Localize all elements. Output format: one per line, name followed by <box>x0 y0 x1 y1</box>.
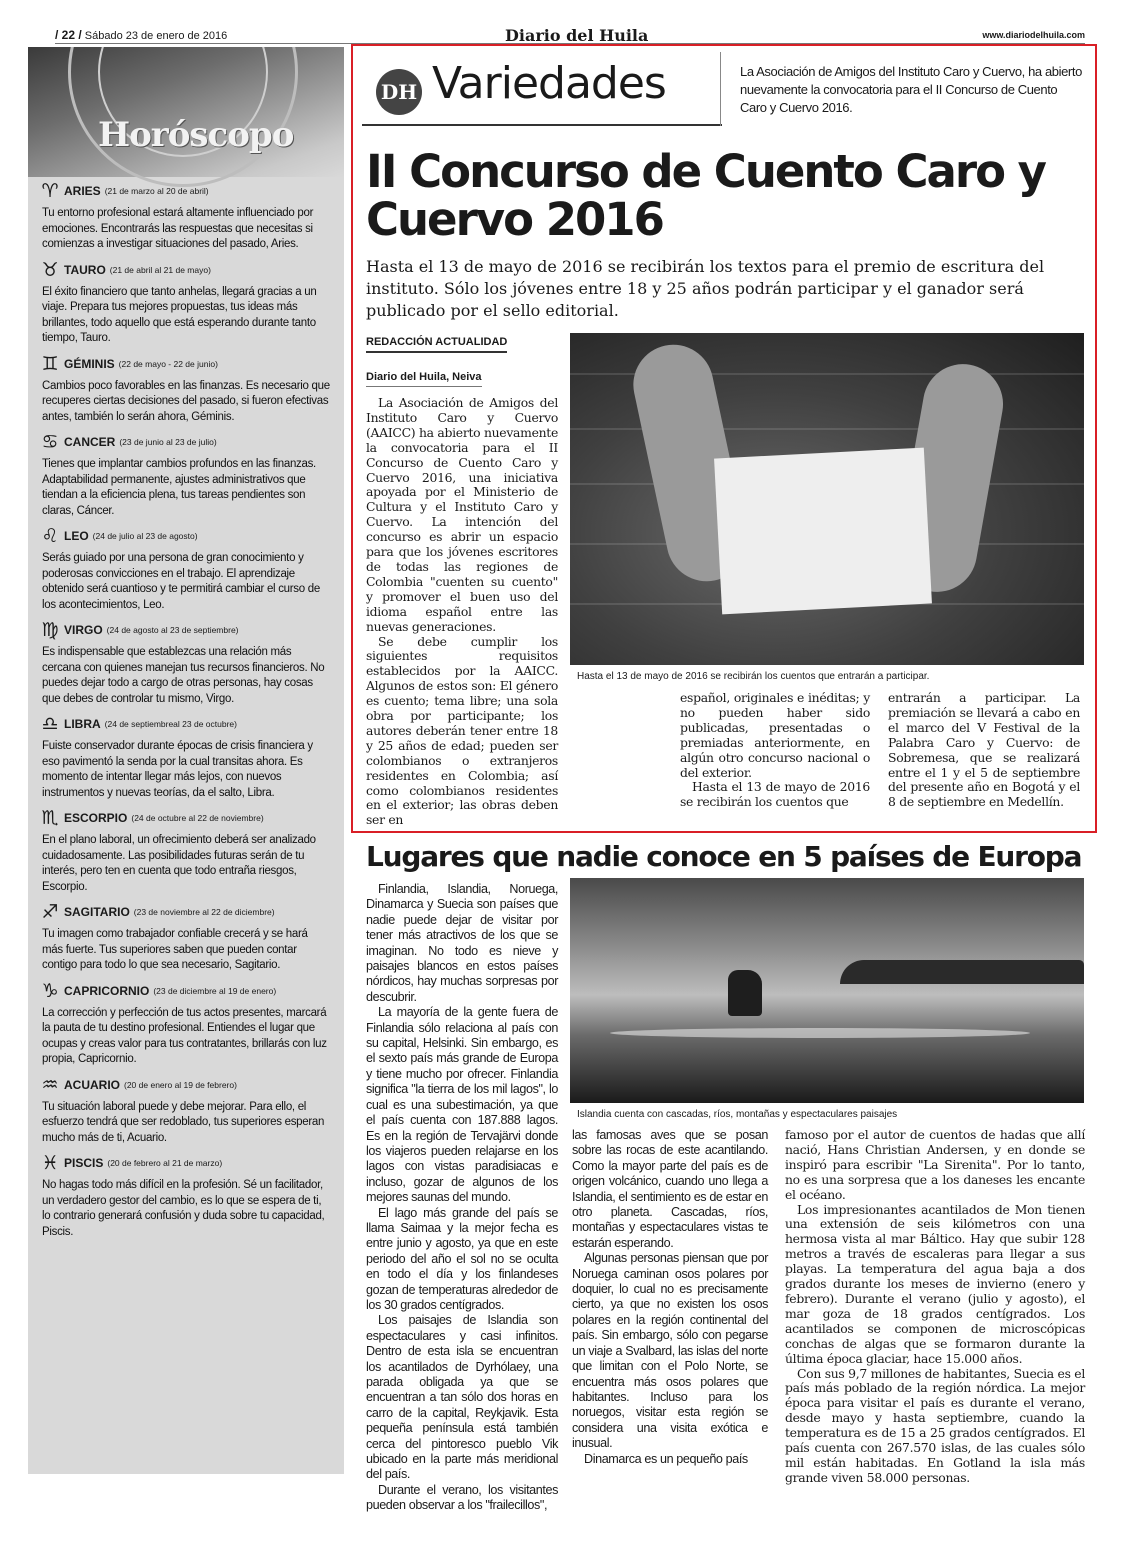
sign-dates: (23 de noviembre al 22 de diciembre) <box>133 907 275 917</box>
sign-name: ARIES <box>64 184 101 198</box>
paragraph: El lago más grande del país se llama Saimaa y la mejor fecha es entre junio y agosto, ya que en este periodo del año el sol no se oculta en todo el día y los finlandeses gozan de temperaturas alrededor de los 30 grados centígrados. <box>366 1205 558 1312</box>
page-date: Sábado 23 de enero de 2016 <box>84 30 228 42</box>
sign-dates: (21 de abril al 21 de mayo) <box>109 264 211 275</box>
sign-text: Es indispensable que establezcas una relación más cercana con quienes manejan tus recursos financieros. No puedes dejar todo a cargo de otras personas, hay cosas que debes de controlar tu mismo, Virgo. <box>42 646 325 705</box>
paragraph: La mayoría de la gente fuera de Finlandia sólo relaciona al país con su capital, Helsinki. Sin embargo, es el sexto país más grande de Europa y tiene mucho por ofrecer. Finlandia significa "la tierra de los mil lagos", lo cual es una subestimación, ya que el país cuenta con 187.888 lagos. Es en la región de Tervajärvi donde los viajeros pueden relajarse en los lagos con vistas paradisiacas e incluso, gozar de algunos de los mejores saunas del mundo. <box>366 1005 558 1205</box>
article1-byline: REDACCIÓN ACTUALIDAD <box>366 336 507 353</box>
zodiac-virgo-icon: ♍ <box>41 619 59 641</box>
zodiac-sagitario-icon: ♐ <box>41 901 59 923</box>
article1-photo <box>570 333 1084 665</box>
page-header <box>55 26 1085 44</box>
sign-header <box>36 807 336 829</box>
zodiac-escorpio-icon: ♏ <box>41 807 59 829</box>
sign-name: LIBRA <box>64 717 101 731</box>
sign-header <box>36 1152 336 1174</box>
article1-column-3 <box>888 691 1080 810</box>
sign-header <box>36 353 336 375</box>
paragraph: entrarán a participar. La premiación se llevará a cabo en el marco del V Festival de la Palabra Caro y Cuervo: de Sobremesa, que se realizará entre el 1 y el 5 de septiembre del presente año en Bogotá y el 8 de septiembre en Medellín. <box>888 690 1080 810</box>
paragraph: Hasta el 13 de mayo de 2016 se recibirán los cuentos que <box>680 779 870 810</box>
sign-header <box>36 619 336 641</box>
sign-text: En el plano laboral, un ofrecimiento deberá ser analizado cuidadosamente. Las posibilidades futuras serán de tu interés, pero ten en cuenta que todo entraña riesgos, Escorpio. <box>42 834 316 893</box>
paragraph: La Asociación de Amigos del Instituto Caro y Cuervo (AAICC) ha abierto nuevamente la convocatoria para el II Concurso de Cuento Caro y Cuervo 2016, una iniciativa apoyada por el Ministerio de Cultura y el Instituto Caro y Cuervo. La intención del concurso es abrir un espacio para que los jóvenes escritores de todas las regiones de Colombia "cuenten su cuento" y promover el buen uso del idioma español entre las nuevas generaciones. <box>366 395 558 634</box>
article2-headline: Lugares que nadie conoce en 5 países de Europa <box>366 840 1082 873</box>
sign-header <box>36 901 336 923</box>
section-divider <box>720 52 721 126</box>
article1-column-1 <box>366 396 558 828</box>
zodiac-leo-icon: ♌ <box>41 525 59 547</box>
sign-text: Serás guiado por una persona de gran conocimiento y poderosas convicciones en el trabajo. El aprendizaje obtenido será cuantioso y te permitirá cambiar el curso de los acontecimientos, Leo. <box>42 552 320 611</box>
horoscope-title: Horóscopo <box>98 115 294 155</box>
sign-name: GÉMINIS <box>64 356 115 371</box>
zodiac-acuario-icon: ♒ <box>41 1073 59 1096</box>
sign-text: La corrección y perfección de tus actos presentes, marcará la pauta de tu destino profesional. Entiendes el lugar que ocupas y creas valor para tus contratantes, brillarás con luz propia, Capricornio. <box>42 1006 327 1065</box>
zodiac-capricornio-icon: ♑ <box>41 979 59 1002</box>
sign-dates: (24 de octubre al 22 de noviembre) <box>131 813 264 823</box>
sign-header <box>36 259 336 281</box>
sign-text: Tu situación laboral puede y debe mejorar. Para ello, el esfuerzo tendrá que ser redoblado, tus superiores esperan mucho más de ti, Acuario. <box>42 1100 325 1144</box>
section-underline <box>362 124 722 126</box>
horoscope-list <box>36 180 336 1246</box>
paragraph: las famosas aves que se posan sobre las rocas de este acantilando. Como la mayor parte del país es de origen volcánico, cuando uno llega a Islandia, el sentimiento es de estar en otro planeta. Cascadas, ríos, montañas y espectaculares vistas te estarán esperando. <box>572 1128 768 1250</box>
sign-text: El éxito financiero que tanto anhelas, llegará gracias a un viaje. Prepara tus mejores propuestas, tus ideas más brillantes, todo aquello que está esperando durante tanto tiempo, Tauro. <box>42 285 317 344</box>
sign-name: PISCIS <box>64 1156 104 1170</box>
sign-name: ESCORPIO <box>64 811 128 825</box>
article2-column-1 <box>366 882 558 1514</box>
article2-photo-caption: Islandia cuenta con cascadas, ríos, montañas y espectaculares paisajes <box>577 1109 898 1120</box>
article1-subhead: Hasta el 13 de mayo de 2016 se recibirán los textos para el premio de escritura del instituto. Sólo los jóvenes entre 18 y 25 años podrán participar y el ganador será publicado por el sello editorial. <box>366 257 1045 320</box>
zodiac-cancer-icon: ♋ <box>41 431 59 453</box>
sea-rock-icon <box>728 970 762 1016</box>
article1-location: Diario del Huila, Neiva <box>366 371 482 387</box>
newspaper-brand: Diario del Huila <box>505 26 649 45</box>
sign-header <box>36 980 336 1002</box>
article2-column-3 <box>785 1128 1085 1486</box>
sign-dates: (24 de julio al 23 de agosto) <box>92 531 198 541</box>
article1-headline: II Concurso de Cuento Caro y Cuervo 2016 <box>366 145 1046 246</box>
sign-header <box>36 180 336 202</box>
cliff-icon <box>840 960 1084 984</box>
sign-name: LEO <box>64 529 89 543</box>
sign-text: Tienes que implantar cambios profundos en las finanzas. Adaptabilidad permanente, ajustes administrativos que tiendan a la eficiencia plena, tus tareas pendientes son claras, Cáncer. <box>42 458 316 517</box>
sign-dates: (24 de agosto al 23 de septiembre) <box>106 625 239 635</box>
paragraph: famoso por el autor de cuentos de hadas que allí nació, Hans Christian Andersen, y en donde se inspiró para escribir "La Sirenita". Por lo tanto, no es una sorpresa que a los daneses les encante el océano. <box>785 1127 1085 1202</box>
zodiac-libra-icon: ♎ <box>41 713 59 735</box>
page-info: / 22 / Sábado 23 de enero de 2016 <box>55 28 228 42</box>
sign-name: VIRGO <box>64 623 103 637</box>
section-title: Variedades <box>432 58 666 109</box>
article1-column-2 <box>680 691 870 810</box>
section-description: La Asociación de Amigos del Instituto Caro y Cuervo, ha abierto nuevamente la convocatoria para el II Concurso de Cuento Caro y Cuervo 2016. <box>740 64 1082 115</box>
paragraph: Dinamarca es un pequeño país <box>584 1451 748 1466</box>
sign-dates: (20 de febrero al 21 de marzo) <box>107 1158 223 1168</box>
paragraph: Los paisajes de Islandia son espectaculares y casi infinitos. Dentro de esta isla se encuentran los acantilados de Dyrhólaey, una parada obligada ya que se encuentran a tan sólo dos horas en carro de la capital, Reykjavik. Esta pequeña península está también cerca del pintoresco pueblo Vik ubicado en la parte más meridional del país. <box>366 1313 558 1482</box>
sign-text: Fuiste conservador durante épocas de crisis financiera y eso pavimentó la senda por la cual transitas ahora. Es momento de intentar llegar más lejos, con nuevos instrumentos y nuevas teorías, da el salto, Libra. <box>42 740 313 799</box>
sign-header <box>36 713 336 735</box>
sign-name: CANCER <box>64 435 116 449</box>
paragraph: Se debe cumplir los siguientes requisitos establecidos por la AAICC. Algunos de estos son: El género es cuento; tema libre; una sola obra por participante; los autores deberán tener entre 18 y 25 años de edad; pueden ser colombianos o extranjeros residentes en Colombia; así como colombianos residentes en el exterior; las obras deben ser en <box>366 633 558 828</box>
paragraph: Los impresionantes acantilados de Mon tienen una extensión de seis kilómetros con una hermosa vista al mar Báltico. Hay que subir 128 metros a través de escaleras para llegar a sus playas. La temperatura del agua baja a dos grados durante los meses de invierno (enero y febrero). Durante el verano (julio y agosto), el mar goza de 18 grados centígrados. Los acantilados se componen de microscópicas conchas de algas que se formaron durante la última época glaciar, hace 15.000 años. <box>785 1201 1085 1366</box>
zodiac-piscis-icon: ♓ <box>41 1152 59 1174</box>
sign-text: Tu entorno profesional estará altamente influenciado por emociones. Encontrarás las respuestas que necesitas si comienzas a investigar situaciones del pasado, Aries. <box>42 207 314 250</box>
article2-photo <box>570 878 1084 1103</box>
paragraph: español, originales e inéditas; y no pueden haber sido publicadas, presentadas o premiadas anteriormente, en algún otro concurso nacional o del exterior. <box>680 690 870 780</box>
sign-text: No hagas todo más difícil en la profesión. Sé un facilitador, un verdadero gestor del cambio, es lo que se espera de ti, lo contrario generará confusión y duda sobre tu capacidad, Piscis. <box>42 1179 325 1238</box>
paragraph: Con sus 9,7 millones de habitantes, Suecia es el país más poblado de la región nórdica. La mejor época para visitar el país es durante el verano, desde mayo y hasta septiembre, cuando la temperatura es de 15 a 25 grados centígrados. El país cuenta con 267.570 islas, de las cuales sólo mil están habitadas. En Gotland la isla más grande viven 58.000 personas. <box>785 1365 1085 1485</box>
sign-name: CAPRICORNIO <box>64 983 150 998</box>
zodiac-géminis-icon: ♊ <box>41 352 59 375</box>
sign-dates: (21 de marzo al 20 de abril) <box>104 186 209 196</box>
sign-text: Tu imagen como trabajador confiable crecerá y se hará más fuerte. Tus superiores saben que pueden contar contigo para todo lo que sea necesario, Sagitario. <box>42 928 308 971</box>
page-number: 22 <box>61 28 76 42</box>
paper-sheet-icon <box>714 448 932 615</box>
paragraph: Algunas personas piensan que por Noruega caminan osos polares por doquier, lo cual no es precisamente cierto, ya que no existen los osos polares en la región continental del país. Sin embargo, sólo con pegarse un viaje a Svalbard, las islas del norte que limitan con el Polo Norte, se encuentra más osos polares que habitantes. Incluso para los noruegos, visitar esta región se considera una visita exótica e inusual. <box>572 1251 768 1451</box>
paragraph: Finlandia, Islandia, Noruega, Dinamarca y Suecia son países que nadie puede dejar de visitar por tener más atractivos de los que se imaginan. No todo es nieve y paisajes blancos en estos países nórdicos, hay muchas sorpresas por descubrir. <box>366 882 558 1004</box>
horoscope-column <box>28 47 344 1474</box>
dh-logo: DH <box>376 69 422 115</box>
sign-name: TAURO <box>64 262 106 277</box>
sign-dates: (20 de enero al 19 de febrero) <box>124 1079 237 1090</box>
sign-dates: (23 de junio al 23 de julio) <box>119 437 217 447</box>
sign-name: SAGITARIO <box>64 905 130 919</box>
sign-header <box>36 431 336 453</box>
sign-name: ACUARIO <box>64 1077 120 1092</box>
paragraph: Durante el verano, los visitantes pueden observar a los "frailecillos", <box>366 1482 558 1513</box>
wave-icon <box>610 1028 1030 1038</box>
sign-header <box>36 525 336 547</box>
sign-dates: (24 de septiembreal 23 de octubre) <box>104 719 237 729</box>
horoscope-banner <box>28 47 344 177</box>
sign-dates: (23 de diciembre al 19 de enero) <box>153 985 277 996</box>
sign-dates: (22 de mayo - 22 de junio) <box>118 358 218 369</box>
zodiac-tauro-icon: ♉ <box>41 258 59 281</box>
sign-header <box>36 1074 336 1096</box>
sign-text: Cambios poco favorables en las finanzas. Es necesario que recuperes ciertas decisiones del pasado, si fueron efectivas antes, también lo serán ahora, Géminis. <box>42 379 330 423</box>
zodiac-aries-icon: ♈ <box>41 180 59 202</box>
article1-photo-caption: Hasta el 13 de mayo de 2016 se recibirán los cuentos que entrarán a participar. <box>577 671 930 682</box>
article2-column-2 <box>572 1128 768 1467</box>
website-url: www.diariodelhuila.com <box>982 30 1085 40</box>
